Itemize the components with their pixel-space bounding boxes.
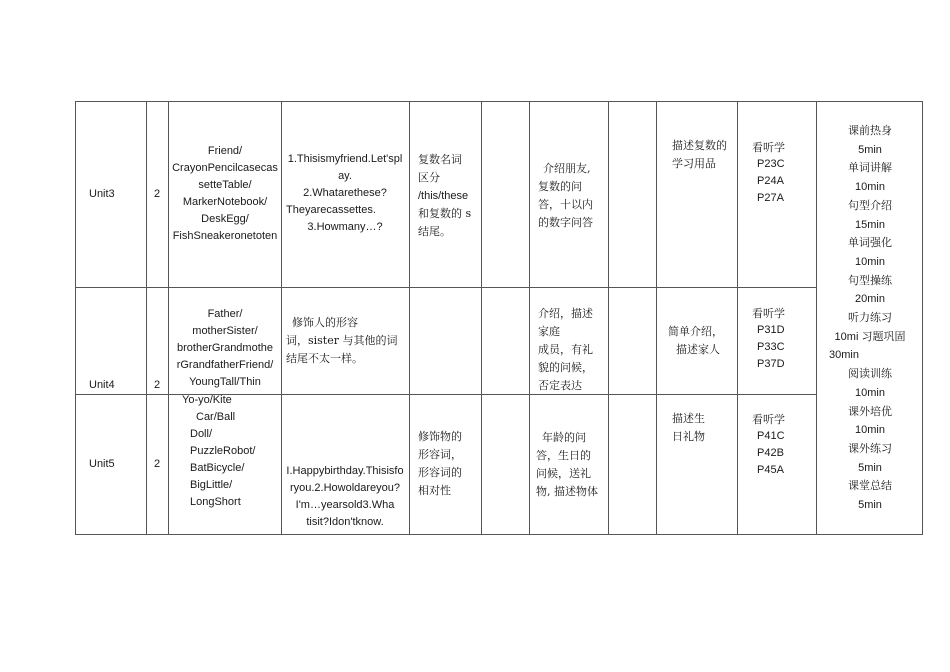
table-border-top: [75, 101, 923, 102]
sentence-cell: I.Happybirthday.Thisisfo ryou.2.Howoldareyou? I'm…yearsold3.Wha tisit?Idon'tknow.: [286, 465, 404, 528]
col-line-2: [168, 101, 169, 535]
task-cell: 描述复数的 学习用品: [672, 139, 727, 170]
grammar-cell: 修饰物的 形容词， 形容词的 相对性: [418, 430, 462, 497]
grammar-cell: 修饰人的形容 词，sister 与其他的词 结尾不太一样。: [286, 316, 398, 365]
col-line-7: [608, 101, 609, 535]
function-cell: 介绍朋友, 复数的问 答，十以内 的数字问答: [538, 162, 593, 229]
col-line-6: [529, 101, 530, 535]
listen-cell: 看听学 P23C P24A P27A: [752, 141, 785, 204]
period-count: 2: [154, 188, 161, 200]
listen-cell: 看听学 P41C P42B P45A: [752, 413, 785, 476]
col-line-9: [737, 101, 738, 535]
col-line-8: [656, 101, 657, 535]
unit-label: Unit3: [89, 188, 115, 200]
col-line-1: [146, 101, 147, 535]
col-line-5: [481, 101, 482, 535]
row-divider-1: [75, 287, 817, 288]
unit-label: Unit5: [89, 458, 115, 470]
function-cell: 年龄的问 答，生日的 问候，送礼 物, 描述物体: [536, 431, 598, 498]
grammar-cell: 复数名词 区分 /this/these 和复数的 s 结尾。: [418, 153, 472, 238]
col-line-4: [409, 101, 410, 535]
schedule-cell: 课前热身 5min 单词讲解 10min 句型介绍 15min 单词强化 10min 句型操练 20min 听力练习 10mi 习题巩固 30min 阅读训练 10min 课外培优 10min 课外练习 5min 课堂总结 5min: [829, 124, 906, 512]
table-border-bottom: [75, 534, 923, 535]
vocab-cell: Father/ motherSister/ brotherGrandmothe rGrandfatherFriend/ YoungTall/Thin: [176, 308, 274, 388]
unit-label: Unit4: [89, 379, 115, 391]
col-line-0: [75, 101, 76, 535]
sentence-cell: 1.Thisismyfriend.Let'spl ay. 2.Whatarethese? Theyarecassettes. 3.Howmany…?: [286, 153, 403, 233]
task-cell: 描述生 日礼物: [672, 412, 705, 443]
task-cell: 简单介绍， 描述家人: [668, 325, 723, 356]
vocab-cell: Friend/ CrayonPencilcasecas setteTable/ MarkerNotebook/ DeskEgg/ FishSneakeronetoten: [172, 145, 278, 242]
function-cell: 介绍，描述 家庭 成员，有礼 貌的问候， 否定表达: [538, 307, 593, 392]
vocab-cell: Yo-yo/Kite Car/Ball Doll/ PuzzleRobot/ BatBicycle/ BigLittle/ LongShort: [182, 394, 256, 508]
listen-cell: 看听学 P31D P33C P37D: [752, 307, 785, 370]
period-count: 2: [154, 458, 161, 470]
period-count: 2: [154, 379, 161, 391]
